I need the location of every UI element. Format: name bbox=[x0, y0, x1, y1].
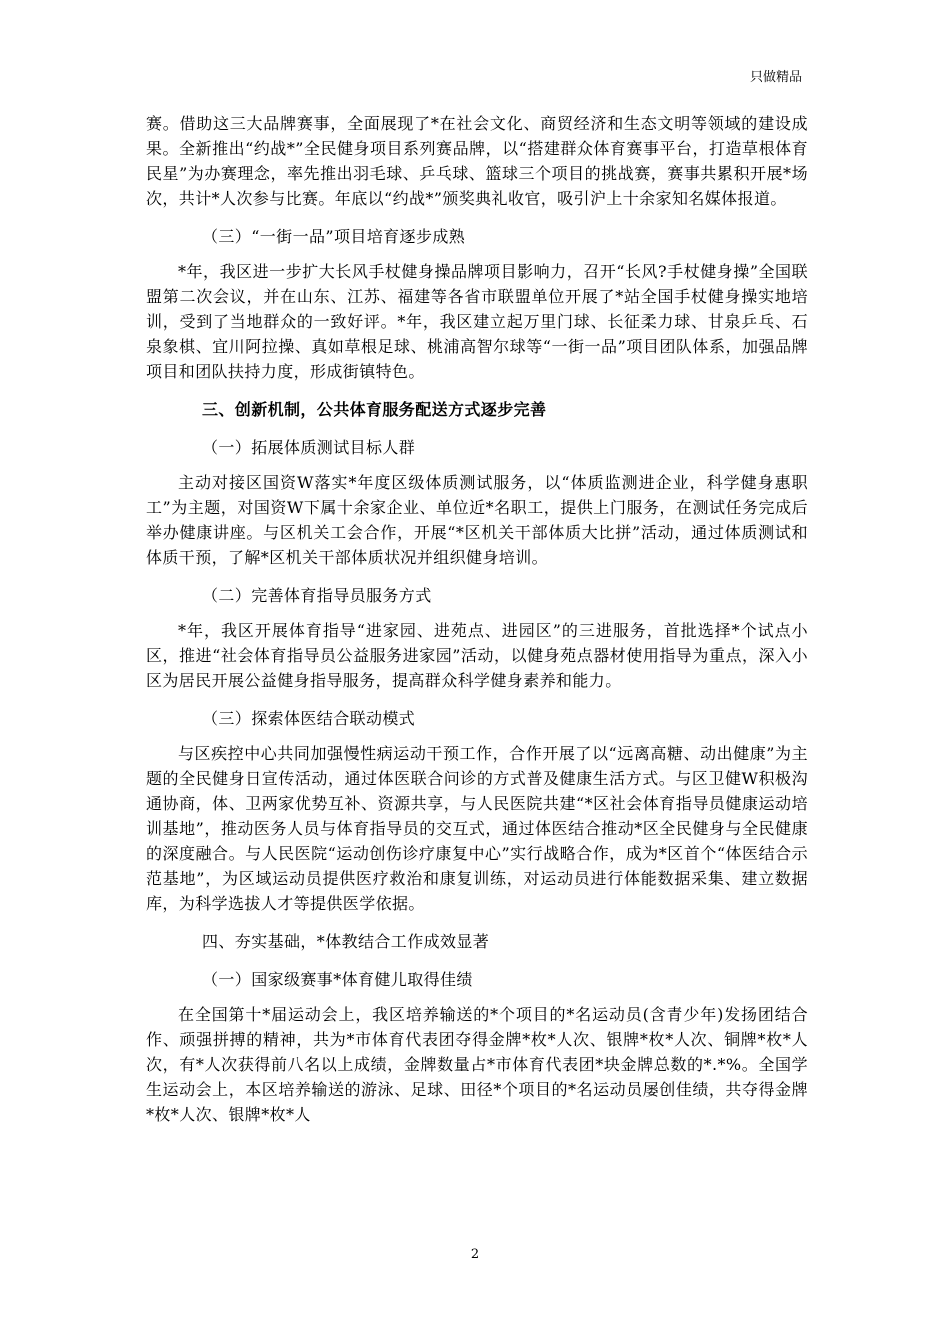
document-body bbox=[146, 111, 808, 1127]
subheading-sports-medicine: （三）探索体医结合联动模式 bbox=[202, 709, 416, 728]
section-heading-innovation: 三、创新机制，公共体育服务配送方式逐步完善 bbox=[202, 400, 547, 419]
section-heading-foundation: 四、夯实基础，*体教结合工作成效显著 bbox=[202, 932, 490, 951]
subheading-one-street-one-product: （三）“一街一品”项目培育逐步成熟 bbox=[202, 227, 466, 246]
subheading-fitness-testing: （一）拓展体质测试目标人群 bbox=[202, 438, 416, 457]
page-number: 2 bbox=[470, 1247, 480, 1262]
paragraph-instructor-service: *年，我区开展体育指导“进家园、进苑点、进园区”的三进服务，首批选择*个试点小区，推进“社会体育指导员公益服务进家园”活动，以健身苑点器材使用指导为重点，深入小区为居民开展公益健身指导服务，提高群众科学健身素养和能力。 bbox=[146, 621, 808, 690]
paragraph-sports-medicine: 与区疾控中心共同加强慢性病运动干预工作，合作开展了以“远离高糖、动出健康”为主题的全民健身日宣传活动，通过体医联合问诊的方式普及健康生活方式。与区卫健W积极沟通协商，体、卫两家优势互补、资源共享，与人民医院共建“*区社会体育指导员健康运动培训基地”，推动医务人员与体育指导员的交互式，通过体医结合推动*区全民健身与全民健康的深度融合。与人民医院“运动创伤诊疗康复中心”实行战略合作，成为*区首个“体医结合示范基地”，为区域运动员提供医疗救治和康复训练，对运动员进行体能数据采集、建立数据库，为科学选拔人才等提供医学依据。 bbox=[146, 744, 808, 913]
paragraph-national-events: 在全国第十*届运动会上，我区培养输送的*个项目的*名运动员(含青少年)发扬团结合作、顽强拼搏的精神，共为*市体育代表团夺得金牌*枚*人次、银牌*枚*人次、铜牌*枚*人次，有*人次获得前八名以上成绩，金牌数量占*市体育代表团*块金牌总数的*.*%。全国学生运动会上，本区培养输送的游泳、足球、田径*个项目的*名运动员屡创佳绩，共夺得金牌*枚*人次、银牌*枚*人 bbox=[146, 1005, 808, 1124]
paragraph-fitness-testing: 主动对接区国资W落实*年度区级体质测试服务，以“体质监测进企业，科学健身惠职工”为主题，对国资W下属十余家企业、单位近*名职工，提供上门服务，在测试任务完成后举办健康讲座。与区机关工会合作，开展“*区机关干部体质大比拼”活动，通过体质测试和体质干预，了解*区机关干部体质状况并组织健身培训。 bbox=[146, 473, 808, 567]
paragraph-brand-events: 赛。借助这三大品牌赛事，全面展现了*在社会文化、商贸经济和生态文明等领域的建设成果。全新推出“约战*”全民健身项目系列赛品牌，以“搭建群众体育赛事平台，打造草根体育民星”为办赛理念，率先推出羽毛球、乒乓球、篮球三个项目的挑战赛，赛事共累积开展*场次，共计*人次参与比赛。年底以“约战*”颁奖典礼收官，吸引沪上十余家知名媒体报道。 bbox=[146, 114, 808, 208]
paragraph-cane-fitness: *年，我区进一步扩大长风手杖健身操品牌项目影响力，召开“长风?手杖健身操”全国联盟第二次会议，并在山东、江苏、福建等各省市联盟单位开展了*站全国手杖健身操实地培训，受到了当地群众的一致好评。*年，我区建立起万里门球、长征柔力球、甘泉乒乓、石泉象棋、宜川阿拉操、真如草根足球、桃浦高智尔球等“一街一品”项目团队体系，加强品牌项目和团队扶持力度，形成街镇特色。 bbox=[146, 262, 808, 381]
header-tag: 只做精品 bbox=[749, 70, 802, 85]
subheading-instructor-service: （二）完善体育指导员服务方式 bbox=[202, 586, 432, 605]
subheading-national-events: （一）国家级赛事*体育健儿取得佳绩 bbox=[202, 970, 473, 989]
